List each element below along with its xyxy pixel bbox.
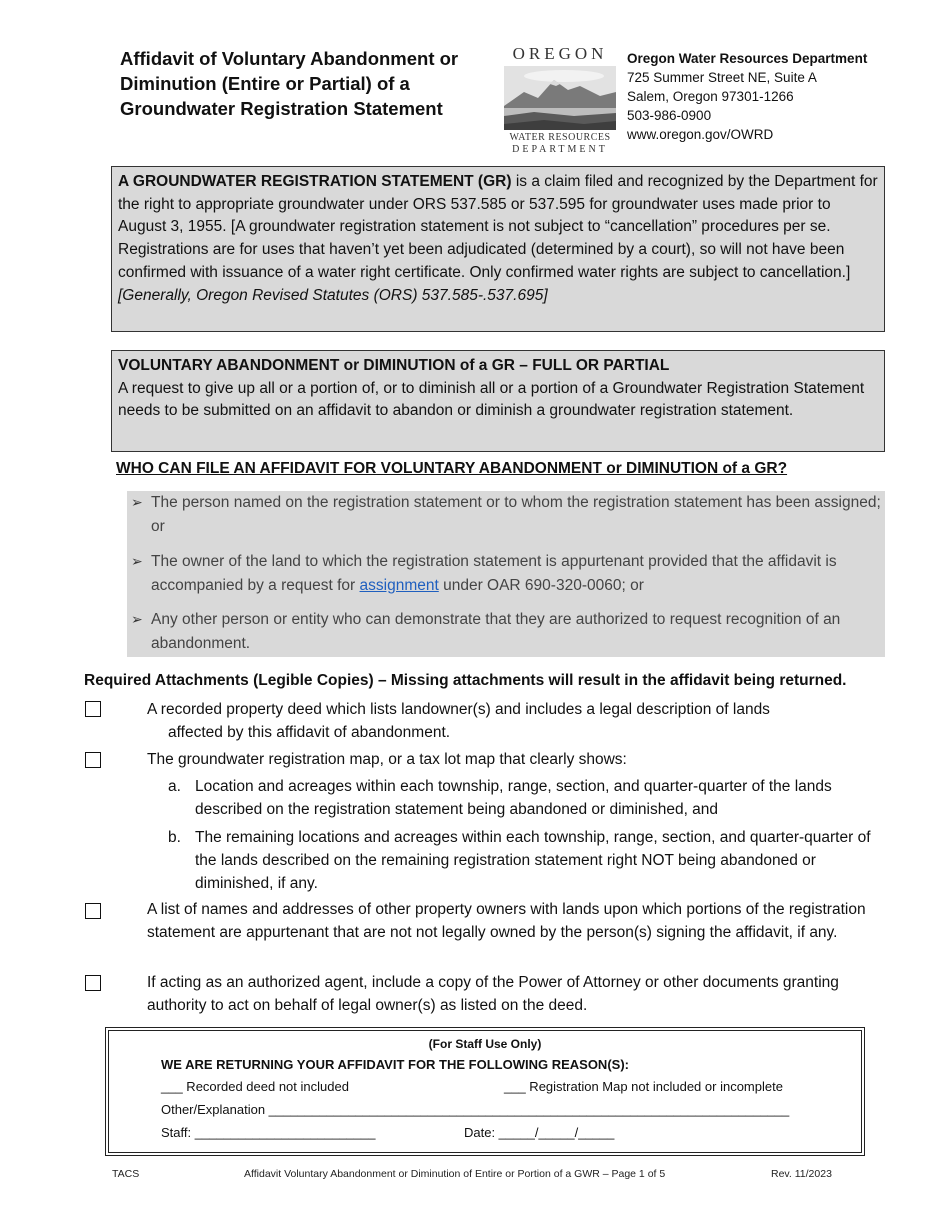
abandonment-heading: VOLUNTARY ABANDONMENT or DIMINUTION of a GR – FULL OR PARTIAL [118,357,670,374]
staff-use-box [105,1027,865,1156]
reason-map: ___ Registration Map not included or incomplete [504,1079,783,1094]
agency-address [627,49,927,144]
gr-definition-lead: A GROUNDWATER REGISTRATION STATEMENT (GR) [118,173,512,190]
staff-name: Staff: _________________________ [161,1125,376,1140]
list-item: ➢ The person named on the registration statement or to whom the registration statement has been assigned; or [151,491,885,538]
reason-deed: ___ Recorded deed not included [161,1079,349,1094]
who-can-file-heading: WHO CAN FILE AN AFFIDAVIT FOR VOLUNTARY ABANDONMENT or DIMINUTION of a GR? [116,460,788,477]
list-item: ➢ Any other person or entity who can demonstrate that they are authorized to request recognition of an abandonment. [151,608,885,655]
arrow-bullet-icon: ➢ [131,611,143,627]
agency-website: www.oregon.gov/OWRD [627,127,774,142]
logo-line-2: DEPARTMENT [512,144,608,155]
attachment-item-owners: A list of names and addresses of other property owners with lands upon which portions of the registration statement are appurtenant that are not not legally owned by the person(s) signing the affidavit, if any. [147,901,866,942]
map-subitem-a: a. Location and acreages within each township, range, section, and quarter-quarter of the lands described on the registration statement being abandoned or diminished, and [168,778,832,819]
power-of-attorney-checkbox[interactable] [85,975,101,991]
arrow-bullet-icon: ➢ [131,494,143,510]
logo-line-1: WATER RESOURCES [509,132,611,143]
agency-city: Salem, Oregon 97301-1266 [627,89,794,104]
mountain-landscape-icon [504,66,616,130]
attachment-item-power-of-attorney: If acting as an authorized agent, include a copy of the Power of Attorney or other documents granting authority to act on behalf of legal owner(s) as listed on the deed. [147,974,839,1015]
owners-list-checkbox[interactable] [85,903,101,919]
deed-checkbox[interactable] [85,701,101,717]
footer-revision: Rev. 11/2023 [771,1168,832,1180]
logo-wordmark: OREGON [512,44,608,63]
agency-street: 725 Summer Street NE, Suite A [627,70,817,85]
arrow-bullet-icon: ➢ [131,553,143,569]
staff-use-title: (For Staff Use Only) [428,1037,542,1051]
required-attachments-heading: Required Attachments (Legible Copies) – Missing attachments will result in the affidavit being returned. [84,672,847,689]
agency-name: Oregon Water Resources Department [627,51,868,66]
attachment-item-map: The groundwater registration map, or a tax lot map that clearly shows: [147,751,627,768]
document-title: Affidavit of Voluntary Abandonment or Diminution (Entire or Partial) of a Groundwater Registration Statement [120,48,459,119]
who-can-file-list [127,491,885,657]
staff-return-heading: WE ARE RETURNING YOUR AFFIDAVIT FOR THE FOLLOWING REASON(S): [161,1057,629,1072]
assignment-link[interactable]: assignment [359,576,439,594]
footer-title: Affidavit Voluntary Abandonment or Diminution of Entire or Portion of a GWR – Page 1 of 5 [244,1168,666,1180]
map-subitem-b: b. The remaining locations and acreages within each township, range, section, and quarter-quarter of the lands described on the remaining registration statement right NOT being abandoned or diminished, if any. [168,829,871,893]
staff-date: Date: _____/_____/_____ [464,1125,615,1140]
gr-definition-body: is a claim filed and recognized by the Department for the right to appropriate groundwater under ORS 537.585 or 537.595 for groundwater uses made prior to August 3, 1955. [A groundwater registration statement is not subject to “cancellation” procedures per se. Registrations are for uses that haven’t yet been adjudicated (determined by a court), so will not have been confirmed with issuance of a water right certificate. Only confirmed water rights are subject to cancellation.] [118,173,878,281]
attachment-item-deed: A recorded property deed which lists landowner(s) and includes a legal description of lands affected by this affidavit of abandonment. [147,701,770,742]
other-explanation: Other/Explanation ________________________________________________________________________ [161,1102,790,1117]
list-item: ➢ The owner of the land to which the registration statement is appurtenant provided that the affidavit is accompanied by a request for assignment under OAR 690-320-0060; or [151,550,885,597]
agency-phone: 503-986-0900 [627,108,712,123]
owrd-logo [504,44,616,154]
footer-code: TACS [112,1168,140,1180]
abandonment-body: A request to give up all or a portion of, or to diminish all or a portion of a Groundwater Registration Statement needs to be submitted on an affidavit to abandon or diminish a groundwater registration statement. [118,379,865,420]
map-checkbox[interactable] [85,752,101,768]
gr-definition-box [111,166,885,332]
abandonment-box [111,350,885,452]
gr-definition-citation: [Generally, Oregon Revised Statutes (ORS) 537.585-.537.695] [118,286,548,304]
